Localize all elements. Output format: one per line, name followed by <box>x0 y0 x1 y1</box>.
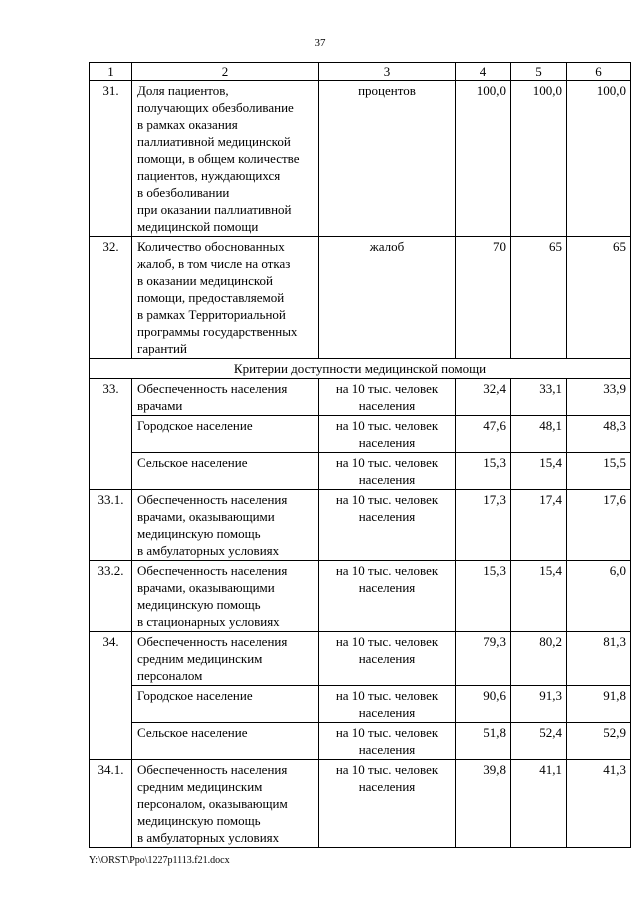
unit-cell-line: на 10 тыс. человек <box>335 455 439 470</box>
unit-cell-line: на 10 тыс. человек <box>335 688 439 703</box>
table-row <box>90 632 631 686</box>
row-number: 31. <box>90 81 132 237</box>
column-header: 4 <box>456 63 511 81</box>
indicator-name-line: получающих обезболивание <box>137 100 294 115</box>
indicator-name <box>132 237 319 359</box>
indicator-name-line: врачами <box>137 398 183 413</box>
value-col5: 52,4 <box>511 723 567 760</box>
value-col4: 15,3 <box>456 561 511 632</box>
indicator-name-line: в обезболивании <box>137 185 230 200</box>
unit-cell-line: на 10 тыс. человек <box>335 418 439 433</box>
row-number: 32. <box>90 237 132 359</box>
indicator-name-line: в оказании медицинской <box>137 273 273 288</box>
value-col4: 90,6 <box>456 686 511 723</box>
section-title: Критерии доступности медицинской помощи <box>90 359 631 379</box>
value-col5: 41,1 <box>511 760 567 848</box>
indicator-name-line: пациентов, нуждающихся <box>137 168 281 183</box>
column-header: 6 <box>567 63 631 81</box>
value-col6: 6,0 <box>567 561 631 632</box>
file-path-footer: Y:\ORST\Ppo\1227p1113.f21.docx <box>89 855 230 866</box>
unit-cell-line: жалоб <box>369 239 405 254</box>
indicator-name <box>132 81 319 237</box>
value-col4: 17,3 <box>456 490 511 561</box>
indicator-name-line: медицинскую помощь <box>137 597 261 612</box>
unit-cell-line: на 10 тыс. человек <box>335 492 439 507</box>
unit-cell-line: на 10 тыс. человек <box>335 762 439 777</box>
value-col5: 65 <box>511 237 567 359</box>
indicator-name-line: Сельское население <box>137 455 248 470</box>
indicator-name <box>132 760 319 848</box>
indicator-name-line: персоналом <box>137 668 203 683</box>
unit-cell-line: на 10 тыс. человек <box>335 725 439 740</box>
indicator-name-line: Обеспеченность населения <box>137 492 288 507</box>
unit-cell <box>319 686 456 723</box>
unit-cell <box>319 237 456 359</box>
value-col5: 100,0 <box>511 81 567 237</box>
unit-cell <box>319 453 456 490</box>
value-col6: 65 <box>567 237 631 359</box>
unit-cell-line: населения <box>358 509 416 524</box>
unit-cell-line: на 10 тыс. человек <box>335 381 439 396</box>
unit-cell-line: населения <box>358 779 416 794</box>
table-row <box>90 237 631 359</box>
table-row <box>90 416 631 453</box>
unit-cell <box>319 81 456 237</box>
indicator-name-line: Доля пациентов, <box>137 83 229 98</box>
row-number: 33.2. <box>90 561 132 632</box>
indicator-name-line: врачами, оказывающими <box>137 580 275 595</box>
value-col5: 91,3 <box>511 686 567 723</box>
unit-cell-line: процентов <box>358 83 416 98</box>
value-col6: 52,9 <box>567 723 631 760</box>
indicator-name-line: Обеспеченность населения <box>137 634 288 649</box>
value-col6: 33,9 <box>567 379 631 416</box>
unit-cell <box>319 416 456 453</box>
indicator-name-line: врачами, оказывающими <box>137 509 275 524</box>
row-number: 33.1. <box>90 490 132 561</box>
value-col5: 15,4 <box>511 453 567 490</box>
indicators-table <box>89 62 631 848</box>
indicator-name <box>132 686 319 723</box>
indicator-name-line: паллиативной медицинской <box>137 134 291 149</box>
indicator-name-line: Сельское население <box>137 725 248 740</box>
indicator-name-line: медицинскую помощь <box>137 813 261 828</box>
table-row <box>90 760 631 848</box>
unit-cell-line: населения <box>358 742 416 757</box>
value-col4: 15,3 <box>456 453 511 490</box>
indicator-name-line: медицинскую помощь <box>137 526 261 541</box>
indicator-name-line: в стационарных условиях <box>137 614 280 629</box>
page-number: 37 <box>314 37 326 49</box>
indicator-name-line: жалоб, в том числе на отказ <box>137 256 291 271</box>
unit-cell-line: населения <box>358 435 416 450</box>
row-number: 33. <box>90 379 132 490</box>
indicator-name <box>132 723 319 760</box>
value-col6: 48,3 <box>567 416 631 453</box>
indicator-name-line: средним медицинским <box>137 651 263 666</box>
indicator-name-line: средним медицинским <box>137 779 263 794</box>
indicator-name-line: Городское население <box>137 418 253 433</box>
indicator-name <box>132 379 319 416</box>
indicator-name-line: в рамках оказания <box>137 117 238 132</box>
unit-cell <box>319 379 456 416</box>
value-col4: 79,3 <box>456 632 511 686</box>
unit-cell <box>319 632 456 686</box>
value-col5: 48,1 <box>511 416 567 453</box>
value-col4: 47,6 <box>456 416 511 453</box>
unit-cell-line: населения <box>358 705 416 720</box>
unit-cell <box>319 490 456 561</box>
table-row <box>90 490 631 561</box>
indicator-name <box>132 416 319 453</box>
column-header: 3 <box>319 63 456 81</box>
column-header: 2 <box>132 63 319 81</box>
value-col5: 80,2 <box>511 632 567 686</box>
indicator-name <box>132 561 319 632</box>
value-col6: 100,0 <box>567 81 631 237</box>
table-row <box>90 686 631 723</box>
indicator-name <box>132 632 319 686</box>
indicator-name-line: гарантий <box>137 341 187 356</box>
indicator-name-line: персоналом, оказывающим <box>137 796 288 811</box>
unit-cell-line: населения <box>358 398 416 413</box>
table-row <box>90 81 631 237</box>
indicator-name-line: помощи, в общем количестве <box>137 151 300 166</box>
value-col5: 15,4 <box>511 561 567 632</box>
value-col6: 17,6 <box>567 490 631 561</box>
header-row <box>90 63 631 81</box>
value-col4: 51,8 <box>456 723 511 760</box>
indicator-name-line: в рамках Территориальной <box>137 307 286 322</box>
value-col5: 33,1 <box>511 379 567 416</box>
row-number: 34. <box>90 632 132 760</box>
unit-cell <box>319 561 456 632</box>
value-col4: 39,8 <box>456 760 511 848</box>
indicator-name-line: в амбулаторных условиях <box>137 543 280 558</box>
unit-cell <box>319 723 456 760</box>
unit-cell-line: населения <box>358 580 416 595</box>
row-number: 34.1. <box>90 760 132 848</box>
table-row <box>90 561 631 632</box>
value-col6: 41,3 <box>567 760 631 848</box>
indicator-name-line: в амбулаторных условиях <box>137 830 280 845</box>
indicator-name-line: Городское население <box>137 688 253 703</box>
indicator-name-line: Обеспеченность населения <box>137 381 288 396</box>
value-col4: 32,4 <box>456 379 511 416</box>
indicator-name-line: Обеспеченность населения <box>137 762 288 777</box>
value-col4: 70 <box>456 237 511 359</box>
indicator-name-line: Количество обоснованных <box>137 239 285 254</box>
value-col4: 100,0 <box>456 81 511 237</box>
unit-cell-line: населения <box>358 472 416 487</box>
value-col6: 15,5 <box>567 453 631 490</box>
indicator-name-line: помощи, предоставляемой <box>137 290 285 305</box>
table-row <box>90 453 631 490</box>
table-row <box>90 723 631 760</box>
value-col6: 81,3 <box>567 632 631 686</box>
unit-cell <box>319 760 456 848</box>
indicator-name-line: программы государственных <box>137 324 298 339</box>
column-header: 5 <box>511 63 567 81</box>
unit-cell-line: на 10 тыс. человек <box>335 634 439 649</box>
table-row <box>90 379 631 416</box>
value-col5: 17,4 <box>511 490 567 561</box>
section-row <box>90 359 631 379</box>
unit-cell-line: населения <box>358 651 416 666</box>
indicator-name <box>132 453 319 490</box>
indicator-name <box>132 490 319 561</box>
indicator-name-line: медицинской помощи <box>137 219 259 234</box>
unit-cell-line: на 10 тыс. человек <box>335 563 439 578</box>
indicator-name-line: при оказании паллиативной <box>137 202 292 217</box>
value-col6: 91,8 <box>567 686 631 723</box>
column-header: 1 <box>90 63 132 81</box>
indicator-name-line: Обеспеченность населения <box>137 563 288 578</box>
